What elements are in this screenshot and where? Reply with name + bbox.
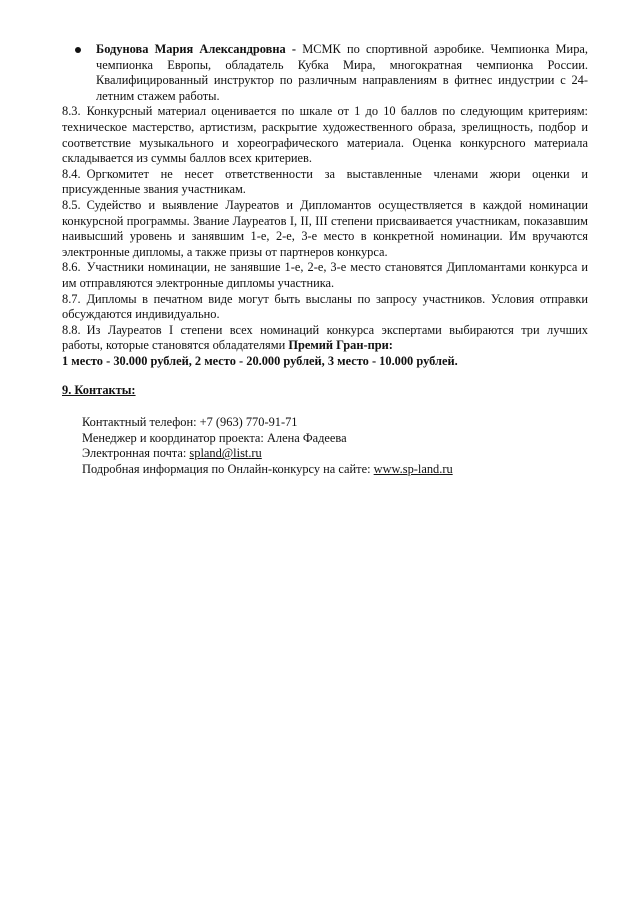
phone-label: Контактный телефон:: [82, 415, 200, 430]
paragraph-8-5: [62, 198, 588, 260]
jury-member-name: Бодунова Мария Александровна -: [96, 42, 297, 56]
paragraph-number: 8.5.: [62, 197, 81, 212]
manager-label: Менеджер и координатор проекта:: [82, 430, 267, 445]
paragraph-text: Дипломы в печатном виде могут быть высланы по запросу участников. Условия отправки обсуждаются индивидуально.: [62, 291, 588, 322]
contacts-list: [62, 415, 588, 477]
email-label: Электронная почта:: [82, 446, 190, 461]
paragraph-text: Судейство и выявление Лауреатов и Дипломантов осуществляется в каждой номинации конкурсной программы. Звание Лауреатов I, II, III степени присваивается участникам, показавшим наивысший уровень и занявшим 1-е, 2-е, 3-е место в конкретной номинации. Им вручаются электронные дипломы, а также призы от партнеров конкурса.: [62, 197, 588, 259]
site-label: Подробная информация по Онлайн-конкурсу на сайте:: [82, 461, 374, 476]
contacts-heading: 9. Контакты:: [62, 383, 136, 398]
email-link[interactable]: spland@list.ru: [189, 446, 262, 461]
paragraph-text: Оргкомитет не несет ответственности за выставленные членами жюри оценки и присужденные звания участникам.: [62, 166, 588, 197]
paragraph-8-7: [62, 292, 588, 323]
paragraph-8-6: [62, 260, 588, 291]
manager-value: Алена Фадеева: [266, 430, 347, 445]
paragraph-8-4: [62, 167, 588, 198]
bullet-icon: [75, 47, 81, 53]
paragraph-number: 8.3.: [62, 104, 81, 119]
contact-site-line: [82, 462, 588, 478]
contact-email-line: [82, 446, 588, 462]
paragraph-number: 8.6.: [62, 260, 81, 275]
paragraph-8-8: [62, 323, 588, 354]
grand-prix-label: Премий Гран-при:: [288, 338, 393, 353]
jury-member-item: [62, 42, 588, 104]
phone-value: +7 (963) 770-91-71: [199, 415, 298, 430]
paragraph-text: Конкурсный материал оценивается по шкале от 1 до 10 баллов по следующим критериям: техническое мастерство, артистизм, раскрытие художественного образа, зрелищность, подбор и соответствие музыкального и хореографического материала. Оценка конкурсного материала складывается из суммы баллов всех критериев.: [62, 104, 588, 166]
prize-amounts: 1 место - 30.000 рублей, 2 место - 20.000 рублей, 3 место - 10.000 рублей.: [62, 353, 458, 368]
contact-phone-line: [82, 415, 588, 431]
document-page: [62, 42, 588, 477]
paragraph-8-3: [62, 104, 588, 166]
paragraph-text: Из Лауреатов I степени всех номинаций конкурса экспертами выбираются три лучших работы, которые становятся обладателями: [62, 322, 588, 353]
jury-member-description: МСМК по спортивной аэробике. Чемпионка Мира, чемпионка Европы, обладатель Кубка Мира, многократная чемпионка России. Квалифицированный инструктор по различным направлениям в фитнес индустрии с 24-летним стажем работы.: [96, 42, 588, 103]
paragraph-number: 8.8.: [62, 322, 81, 337]
site-link[interactable]: www.sp-land.ru: [373, 461, 453, 476]
contact-manager-line: [82, 431, 588, 447]
paragraph-text: Участники номинации, не занявшие 1-е, 2-е, 3-е место становятся Дипломантами конкурса и им отправляются электронные дипломы участника.: [62, 260, 588, 290]
paragraph-number: 8.7.: [62, 291, 81, 306]
paragraph-number: 8.4.: [62, 166, 81, 181]
